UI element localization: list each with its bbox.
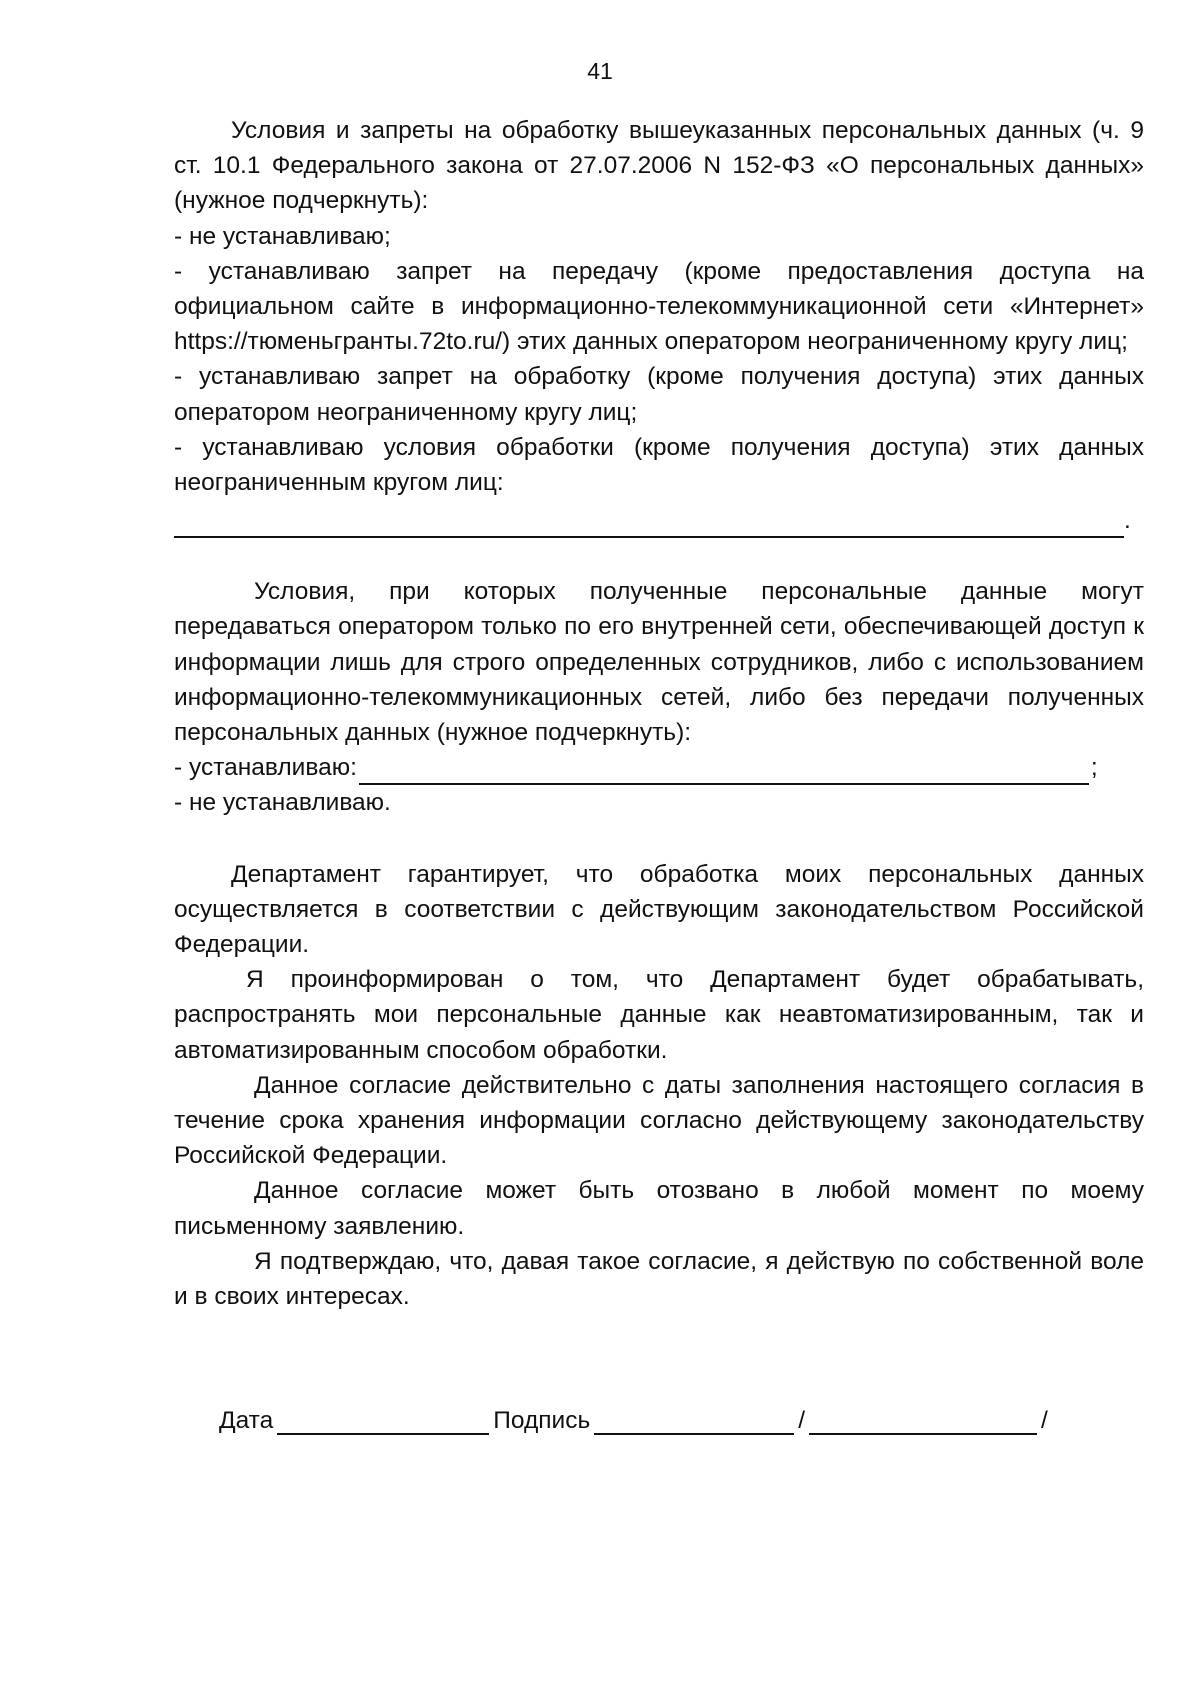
not-set-option: - не устанавливаю. <box>174 789 391 817</box>
set-conditions-blank-line[interactable] <box>359 757 1089 785</box>
name-field[interactable] <box>809 1407 1037 1435</box>
date-label: Дата <box>219 1407 274 1434</box>
section1-option-4: - устанавливаю условия обработки (кроме получения доступа) этих данных неограниченным кругом лиц: <box>174 433 1144 497</box>
signature-label: Подпись <box>493 1407 591 1434</box>
set-conditions-label: - устанавливаю: <box>174 754 357 782</box>
conditions-blank-line[interactable] <box>174 512 1124 538</box>
date-field[interactable] <box>277 1407 489 1435</box>
set-conditions-row <box>174 750 1144 785</box>
validity-paragraph: Данное согласие действительно с даты заполнения настоящего согласия в течение срока хранения информации согласно действующему законодательству Российской Федерации. <box>174 1071 1144 1170</box>
revocation-paragraph: Данное согласие может быть отозвано в любой момент по моему письменному заявлению. <box>174 1177 1144 1240</box>
conditions-end-mark: . <box>1124 507 1131 535</box>
spacer <box>174 538 1144 574</box>
name-close-slash: / <box>1041 1407 1048 1434</box>
name-open-slash: / <box>798 1407 806 1434</box>
section2-intro: Условия, при которых полученные персональные данные могут передаваться оператором только по его внутренней сети, обеспечивающей доступ к информации лишь для строго определенных сотрудников, либо с использованием информационно-телекоммуникационных сетей, либо без передачи полученных персональных данных (нужное подчеркнуть): <box>174 578 1144 747</box>
confirmation-paragraph: Я подтверждаю, что, давая такое согласие, я действую по собственной воле и в своих интересах. <box>174 1247 1144 1311</box>
guarantee-paragraph: Департамент гарантирует, что обработка моих персональных данных осуществляется в соответствии с действующим законодательством Российской Федерации. <box>174 860 1144 959</box>
document-body <box>174 113 1144 1314</box>
informed-paragraph: Я проинформирован о том, что Департамент будет обрабатывать, распространять мои персональные данные как неавтоматизированным, так и автоматизированным способом обработки. <box>174 966 1144 1064</box>
section1-intro: Условия и запреты на обработку вышеуказанных персональных данных (ч. 9 ст. 10.1 Федерального закона от 27.07.2006 N 152-ФЗ «О персональных данных» (нужное подчеркнуть): <box>174 117 1144 215</box>
spacer <box>174 821 1144 857</box>
signature-row <box>219 1407 1048 1435</box>
set-conditions-end-mark: ; <box>1090 754 1098 782</box>
section1-option-3: - устанавливаю запрет на обработку (кроме получения доступа) этих данных оператором неограниченному кругу лиц; <box>174 363 1144 426</box>
conditions-fill-row <box>174 500 1144 538</box>
page-number: 41 <box>587 58 613 84</box>
section1-option-1: - не устанавливаю; <box>174 222 391 250</box>
section1-option-2: - устанавливаю запрет на передачу (кроме предоставления доступа на официальном сайте в информационно-телекоммуникационной сети «Интернет» https://тюменьгранты.72to.ru/) этих данных оператором неограниченному кругу лиц; <box>174 257 1144 356</box>
signature-field[interactable] <box>594 1407 794 1435</box>
